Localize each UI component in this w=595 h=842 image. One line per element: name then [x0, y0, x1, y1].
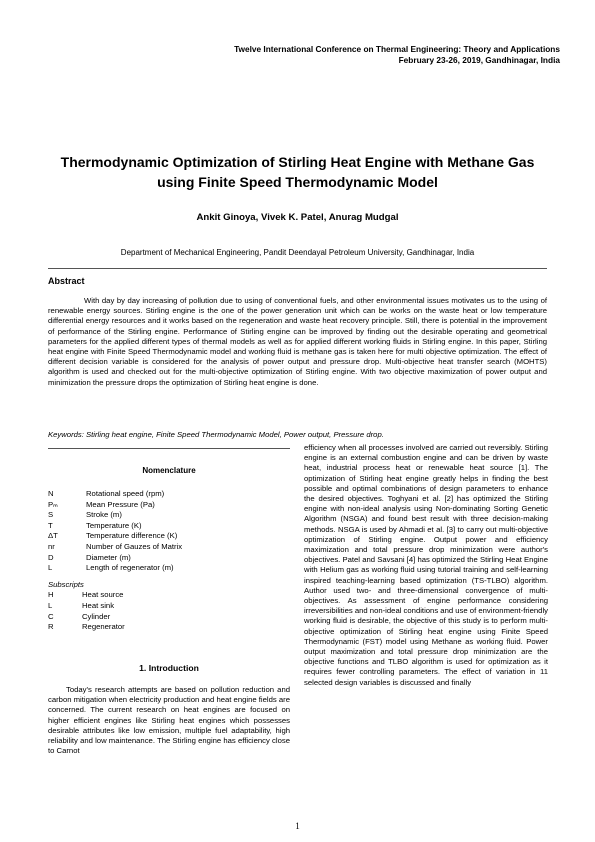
nomenclature-row — [48, 553, 290, 564]
introduction-text-right: efficiency when all processes involved are carried out reversibly. Stirling engine is an external combustion engine and can be driven by waste heat, industrial process heat or renewable heat source [1]. The optimization of Stirling heat engine greatly helps in finding the best possible and optimal combinations of design parameters to enhance the desired objectives. Toghyani et al. [2] has optimized the Stirling engine with non-ideal analysis using Non-dominating Sorting Genetic Algorithm (NSGA) and found best result with three decision-making methods. NSGA is used by Ahmadi et al. [3] to carry out multi-objective optimization of Stirling engine. Output power and efficiency maximization and total pressure drop minimization were author's objectives. Patel and Savsani [4] has optimized the Stirling Heat Engine with Helium gas as working fluid using tutorial training and self-learning inspired teaching-learning based optimization (TS-TLBO) algorithm. Author used two- and three-dimensional convergence of multi-objectives. As assessment of engine performance considering irreversibilities and non-ideal conditions and use of environment-friendly working fluid is desirable, the objective of this study is to perform multi-objective optimization of Stirling heat engine using Finite Speed Thermodynamic (FST) model using Methane as working fluid. Power output maximization and total pressure drop minimization are the objective functions and TLBO algorithm is used for optimization as it requires fewer controlling parameters. The effect of variation in 11 selected design variables is discussed and finally — [304, 443, 548, 687]
subscript-row — [48, 612, 290, 623]
subscript-symbol: C — [48, 611, 54, 621]
symbol: S — [48, 510, 54, 520]
symbol-description: Stroke (m) — [86, 510, 122, 520]
symbol: ΔT — [48, 531, 58, 541]
page-number: 1 — [295, 821, 300, 831]
subscript-description: Heat sink — [82, 600, 115, 610]
divider-top — [48, 268, 547, 269]
abstract-heading: Abstract — [48, 276, 85, 286]
abstract-text: With day by day increasing of pollution due to using of conventional fuels, and other environmental issues motivates us to the using of renewable energy sources. Stirling engine is the one of the power generation unit which can be works on the waste heat or low temperature differential energy resources and it works based on the regeneration and waste heat recovery principle. Still, there is potential in the improvement of performance of the Stirling engine. Performance of Stirling engine can be improved by finding out the desirable operating and geometrical parameters for the applied different types of thermal models as well as for applied different working fluids in Stirling engine. In this paper, Stirling heat engine with Finite Speed Thermodynamic model and working fluid is methane gas is taken here for multi objective optimization. The effect of different decision variable is considered for the analysis of power output and pressure drop. Multi-objective heat transfer search (MOHTS) algorithm is used and checked out for the multi-objective optimization of Stirling engine. With two objective maximization of power output and minimization the pressure drops the optimization of Stirling heat engine is done. — [48, 296, 547, 387]
subscript-row — [48, 590, 290, 601]
symbol: D — [48, 552, 54, 562]
symbol-description: Temperature (K) — [86, 520, 142, 530]
title-line-1: Thermodynamic Optimization of Stirling Heat Engine with Methane Gas — [60, 154, 535, 170]
symbol: Pₘ — [48, 499, 58, 509]
symbol-description: Temperature difference (K) — [86, 531, 178, 541]
introduction-heading: 1. Introduction — [139, 663, 199, 673]
subscripts-heading: Subscripts — [48, 579, 84, 589]
nomenclature-row — [48, 521, 290, 532]
nomenclature-row — [48, 510, 290, 521]
symbol: T — [48, 520, 53, 530]
symbol: L — [48, 563, 53, 573]
title-line-2: using Finite Speed Thermodynamic Model — [157, 174, 438, 190]
subscripts-list — [48, 590, 290, 632]
symbol-description: Number of Gauzes of Matrix — [86, 541, 183, 551]
divider-nomenclature — [48, 448, 290, 449]
symbol-description: Length of regenerator (m) — [86, 563, 174, 573]
subscript-row — [48, 622, 290, 633]
symbol: N — [48, 489, 54, 498]
nomenclature-heading: Nomenclature — [142, 466, 196, 475]
nomenclature-row — [48, 542, 290, 553]
subscript-description: Cylinder — [82, 611, 111, 621]
subscript-description: Heat source — [82, 590, 124, 600]
conference-header — [234, 44, 560, 66]
conference-date-location: February 23-26, 2019, Gandhinagar, India — [398, 55, 560, 65]
keywords: Keywords: Stirling heat engine, Finite Speed Thermodynamic Model, Power output, Pressure drop. — [48, 430, 384, 439]
nomenclature-section — [48, 466, 290, 633]
author-list: Ankit Ginoya, Vivek K. Patel, Anurag Mudgal — [196, 212, 399, 223]
conference-name: Twelve International Conference on Thermal Engineering: Theory and Applications — [234, 44, 560, 54]
subscript-symbol: L — [48, 600, 53, 610]
symbol: nr — [48, 541, 55, 551]
subscript-symbol: H — [48, 590, 54, 600]
symbol-description: Mean Pressure (Pa) — [86, 499, 155, 509]
symbol-description: Diameter (m) — [86, 552, 131, 562]
subscript-description: Regenerator — [82, 622, 125, 632]
subscript-row — [48, 601, 290, 612]
affiliation: Department of Mechanical Engineering, Pandit Deendayal Petroleum University, Gandhinagar, India — [120, 248, 475, 257]
nomenclature-row — [48, 531, 290, 542]
nomenclature-list — [48, 489, 290, 574]
symbol-description: Rotational speed (rpm) — [86, 489, 165, 498]
nomenclature-row — [48, 500, 290, 511]
introduction-text-left: Today's research attempts are based on pollution reduction and carbon mitigation when electricity production and heat engine fields are concerned. The current research on heat engines are focused on higher efficient engines like Stirling heat engines which possesses desirable attributes like low emission, multiple fuel adaptability, high reliability and low maintenance. The Stirling engine has efficiency close to Carnot — [48, 685, 290, 756]
nomenclature-row — [48, 489, 290, 500]
nomenclature-row — [48, 563, 290, 574]
subscript-symbol: R — [48, 622, 54, 632]
paper-title — [40, 152, 555, 192]
